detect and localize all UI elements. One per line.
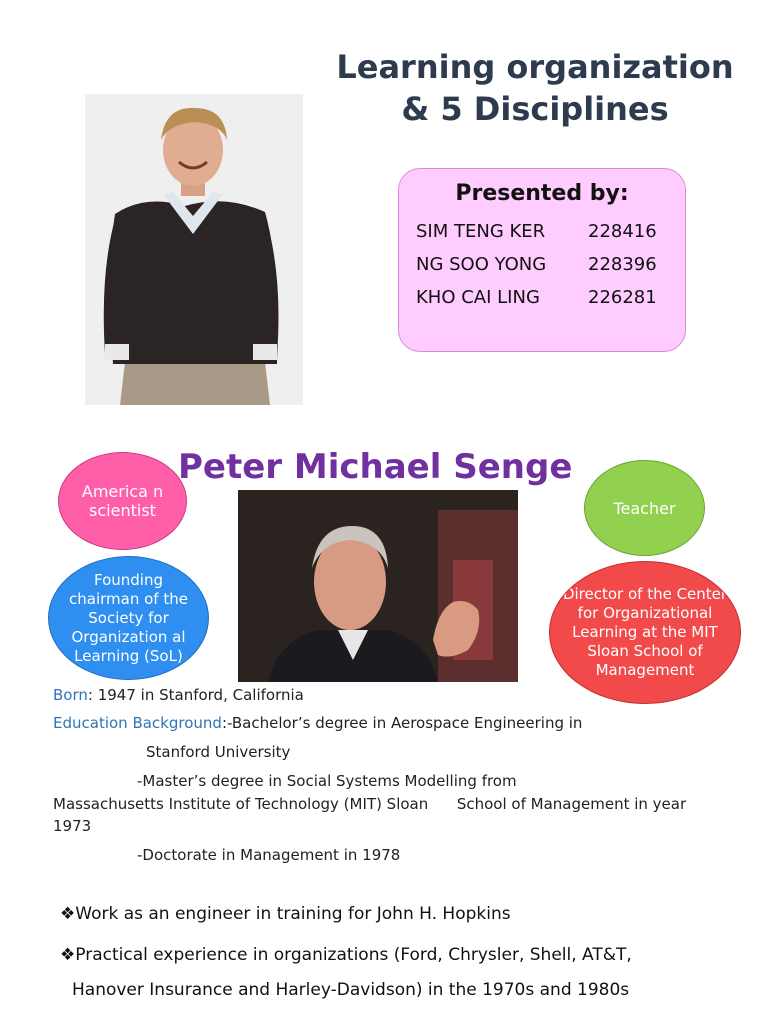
director-text: Director of the Center for Organizational Learning at the MIT Sloan School of Management (562, 585, 728, 679)
founding-text: Founding chairman of the Society for Organization al Learning (SoL) (69, 570, 188, 665)
nationality-oval (58, 452, 187, 550)
education-line-3: -Master’s degree in Social Systems Modelling from (137, 772, 517, 790)
presenter-name: KHO CAI LING (416, 287, 540, 308)
education-line-4: Massachusetts Institute of Technology (MIT) Sloan School of Management in year (53, 795, 687, 813)
born-label: Born (53, 686, 88, 704)
title-line-1: Learning organization (336, 48, 734, 86)
diamond-bullet-icon: ❖ (60, 904, 76, 924)
presenter-id: 228416 (588, 221, 657, 242)
person-name-heading: Peter Michael Senge (178, 447, 573, 487)
presenter-id: 228396 (588, 254, 657, 275)
slide-title (300, 46, 768, 130)
interview-illustration (238, 490, 518, 682)
role-oval (584, 460, 705, 556)
bullet-item (60, 904, 511, 924)
presenter-name: NG SOO YONG (416, 254, 547, 275)
education-line-6: -Doctorate in Management in 1978 (137, 846, 401, 864)
presenter-id: 226281 (588, 287, 657, 308)
bullet-text: Work as an engineer in training for John H. Hopkins (75, 904, 511, 924)
presenter-heading: Presented by: (455, 181, 629, 206)
presenter-row (416, 221, 657, 242)
portrait-photo (85, 94, 303, 405)
education-line-5: 1973 (53, 817, 92, 835)
education-line-2: Stanford University (146, 743, 291, 761)
born-line (53, 686, 304, 704)
portrait-illustration (85, 94, 303, 405)
education-label: Education Background (53, 714, 222, 732)
presenter-name: SIM TENG KER (416, 221, 546, 242)
presenter-row (416, 287, 657, 308)
born-text: : 1947 in Stanford, California (87, 686, 304, 704)
education-text: :-Bachelor’s degree in Aerospace Engineering in (221, 714, 583, 732)
interview-photo (238, 490, 518, 682)
nationality-text: America n scientist (81, 482, 164, 520)
presenter-box (398, 168, 686, 352)
bullet-item (60, 945, 632, 965)
founding-oval (48, 556, 209, 680)
diamond-bullet-icon: ❖ (60, 945, 76, 965)
bullet-continuation: Hanover Insurance and Harley-Davidson) in the 1970s and 1980s (72, 980, 630, 1000)
director-oval (549, 561, 741, 704)
role-text: Teacher (613, 498, 676, 518)
title-line-2: & 5 Disciplines (401, 90, 669, 128)
bullet-text: Practical experience in organizations (Ford, Chrysler, Shell, AT&T, (75, 945, 632, 965)
presenter-row (416, 254, 657, 275)
education-line (53, 714, 582, 732)
